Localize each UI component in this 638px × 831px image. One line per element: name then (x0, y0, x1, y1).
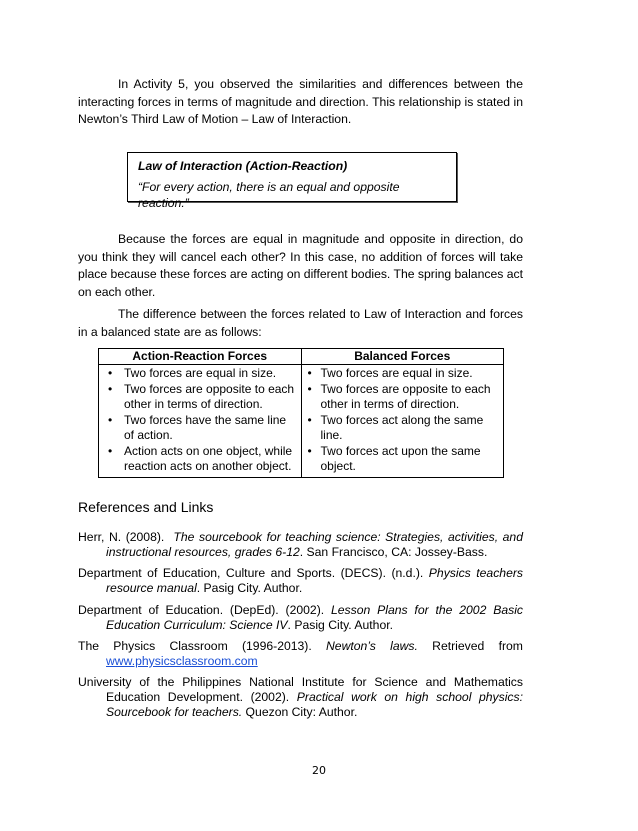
difference-intro-text: The difference between the forces related to Law of Interaction and forces in a balanced state are as follows: (78, 307, 523, 339)
ref-word: Newton’s (326, 639, 376, 653)
ref-word: laws. (390, 639, 418, 653)
ref-word: (1996-2013). (241, 639, 312, 653)
physics-classroom-url-line (106, 654, 258, 669)
ref-word: The (78, 639, 100, 653)
intro-paragraph (78, 76, 523, 129)
ref-lead: University of the Philippines National Institute for Science and Mathematics Education Development. (2002). (78, 675, 523, 704)
ref-word: Retrieved (432, 639, 485, 653)
cancel-question-paragraph (78, 231, 523, 301)
law-of-interaction-box (127, 152, 457, 210)
ref-title: Physics teachers resource manual (106, 566, 524, 595)
ref-word: Physics (113, 639, 156, 653)
ref-tail: Quezon City: Author. (242, 705, 358, 719)
list-item: • Two forces are opposite to each other in terms of direction. (102, 382, 298, 413)
list-item: • Two forces are equal in size. (305, 366, 501, 382)
page-number: 20 (312, 764, 326, 777)
reference-decs (78, 566, 523, 596)
list-item: • Two forces are opposite to each other in terms of direction. (305, 382, 501, 413)
list-item: • Two forces act upon the same object. (305, 444, 501, 475)
reference-up-nismed (78, 675, 523, 720)
law-statement: “For every action, there is an equal and opposite reaction.” (138, 180, 400, 210)
ref-title: Practical work on high school physics: Sourcebook for teachers. (106, 690, 524, 719)
comparison-table (98, 348, 504, 478)
list-item: • Two forces act along the same line. (305, 413, 501, 444)
reference-herr (78, 530, 523, 560)
law-title: Law of Interaction (Action-Reaction) (138, 159, 348, 173)
ref-tail: . Pasig City. Author. (287, 618, 393, 632)
cancel-question-text: Because the forces are equal in magnitude and opposite in direction, do you think they will cancel each other? In this case, no addition of forces will take place because these forces are acting on different bodies. The spring balances act on each other. (78, 232, 523, 299)
ref-tail: . San Francisco, CA: Jossey-Bass. (299, 545, 488, 559)
ref-title: The sourcebook for teaching science: Strategies, activities, and instructional resources, grades 6-12 (106, 530, 523, 559)
ref-word: Classroom (169, 639, 228, 653)
ref-word: from (498, 639, 523, 653)
reference-physics-classroom (78, 639, 523, 654)
ref-lead: Department of Education, Culture and Sports. (DECS). (n.d.). (78, 566, 424, 580)
references-heading: References and Links (78, 499, 214, 515)
balanced-cell (301, 365, 504, 478)
ref-tail: . Pasig City. Author. (196, 581, 303, 595)
difference-intro-paragraph (78, 306, 523, 341)
ref-title: Lesson Plans for the 2002 Basic Education Curriculum: Science IV (106, 603, 523, 632)
ref-lead: Department of Education. (DepEd). (2002). (78, 603, 325, 617)
reference-deped (78, 603, 523, 633)
action-reaction-cell (99, 365, 302, 478)
header-balanced: Balanced Forces (301, 349, 504, 365)
physics-classroom-link[interactable]: www.physicsclassroom.com (106, 654, 258, 668)
list-item: • Two forces are equal in size. (102, 366, 298, 382)
list-item: • Action acts on one object, while reaction acts on another object. (102, 444, 298, 475)
list-item: • Two forces have the same line of action. (102, 413, 298, 444)
header-action-reaction: Action-Reaction Forces (99, 349, 302, 365)
intro-text: In Activity 5, you observed the similarities and differences between the interacting forces in terms of magnitude and direction. This relationship is stated in Newton’s Third Law of Motion – Law of Interaction. (78, 77, 523, 126)
ref-lead: Herr, N. (2008). (78, 530, 165, 544)
